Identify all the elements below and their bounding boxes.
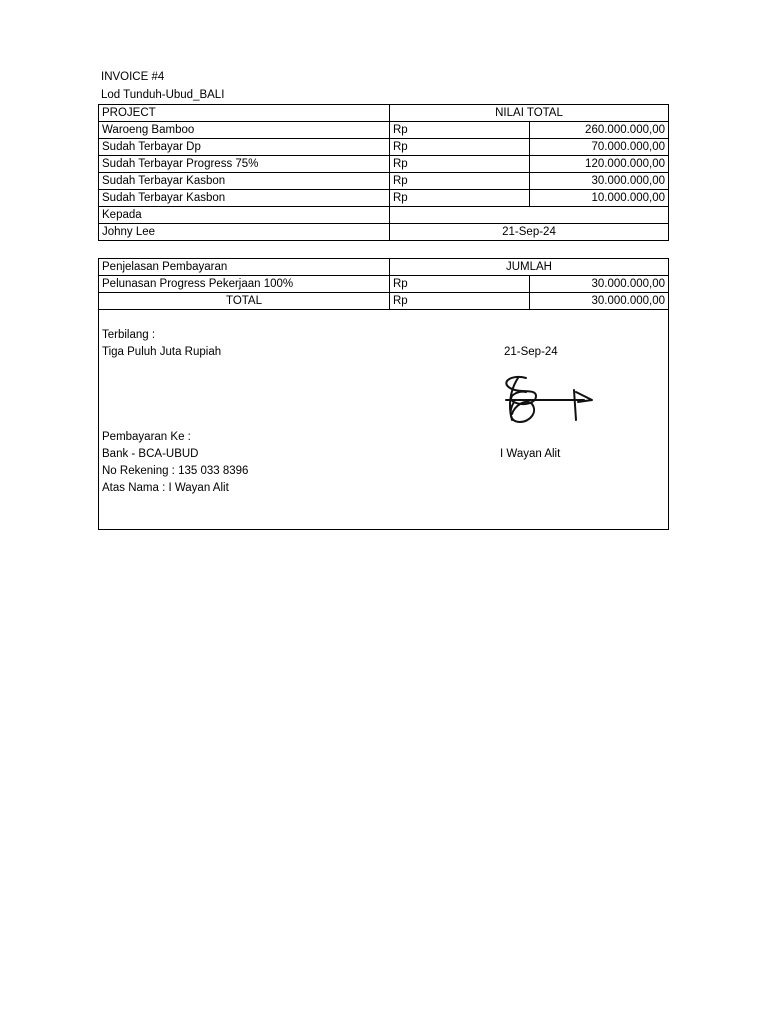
- terbilang-value: Tiga Puluh Juta Rupiah: [102, 346, 222, 358]
- total-amount: 30.000.000,00: [529, 293, 669, 310]
- payment-header-row: [99, 259, 669, 276]
- row-currency: Rp: [390, 190, 530, 207]
- terbilang-label: Terbilang :: [102, 329, 156, 341]
- kepada-empty-cell: [390, 207, 669, 224]
- summary-table: [98, 104, 669, 241]
- row-label: Sudah Terbayar Dp: [99, 139, 390, 156]
- recipient-name: Johny Lee: [99, 224, 390, 241]
- invoice-location: Lod Tunduh-Ubud_BALI: [101, 89, 225, 101]
- account-holder: Atas Nama : I Wayan Alit: [102, 482, 229, 494]
- payment-label: Pelunasan Progress Pekerjaan 100%: [99, 276, 390, 293]
- row-amount: 10.000.000,00: [529, 190, 669, 207]
- row-label: Sudah Terbayar Progress 75%: [99, 156, 390, 173]
- payment-table: [98, 258, 669, 310]
- bank-name: Bank - BCA-UBUD: [102, 448, 199, 460]
- invoice-title: INVOICE #4: [101, 71, 165, 83]
- summary-header-row: [99, 105, 669, 122]
- signature-image: [496, 372, 596, 428]
- pembayaran-label: Pembayaran Ke :: [102, 431, 191, 443]
- total-row: [99, 293, 669, 310]
- total-currency: Rp: [390, 293, 530, 310]
- table-row: [99, 276, 669, 293]
- row-amount: 70.000.000,00: [529, 139, 669, 156]
- table-row: [99, 122, 669, 139]
- row-label: Waroeng Bamboo: [99, 122, 390, 139]
- row-currency: Rp: [390, 122, 530, 139]
- header-nilai-total: NILAI TOTAL: [390, 105, 669, 122]
- row-currency: Rp: [390, 139, 530, 156]
- table-row: [99, 139, 669, 156]
- signer-name: I Wayan Alit: [500, 448, 561, 460]
- header-jumlah: JUMLAH: [390, 259, 669, 276]
- account-number: No Rekening : 135 033 8396: [102, 465, 249, 477]
- kepada-row: [99, 207, 669, 224]
- kepada-label: Kepada: [99, 207, 390, 224]
- total-label: TOTAL: [99, 293, 390, 310]
- header-penjelasan: Penjelasan Pembayaran: [99, 259, 390, 276]
- row-amount: 120.000.000,00: [529, 156, 669, 173]
- payment-currency: Rp: [390, 276, 530, 293]
- notes-date: 21-Sep-24: [504, 346, 558, 358]
- row-amount: 30.000.000,00: [529, 173, 669, 190]
- table-row: [99, 190, 669, 207]
- recipient-row: [99, 224, 669, 241]
- row-label: Sudah Terbayar Kasbon: [99, 190, 390, 207]
- table-row: [99, 173, 669, 190]
- invoice-date: 21-Sep-24: [390, 224, 669, 241]
- row-label: Sudah Terbayar Kasbon: [99, 173, 390, 190]
- row-currency: Rp: [390, 173, 530, 190]
- row-amount: 260.000.000,00: [529, 122, 669, 139]
- header-project: PROJECT: [99, 105, 390, 122]
- row-currency: Rp: [390, 156, 530, 173]
- payment-amount: 30.000.000,00: [529, 276, 669, 293]
- table-row: [99, 156, 669, 173]
